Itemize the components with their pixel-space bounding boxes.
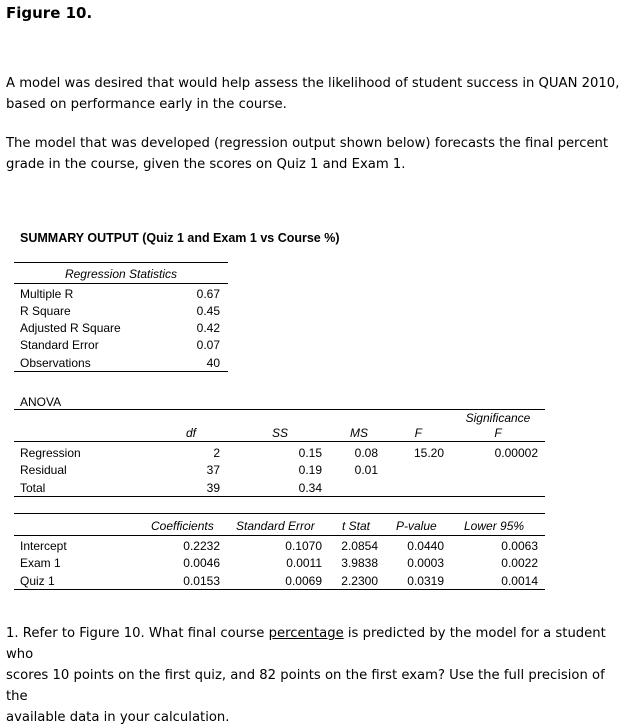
lower95-value: 0.0022 [501,556,538,570]
question-paragraph [6,623,626,728]
coef-top-rule [14,513,545,514]
question-part-1: 1. Refer to Figure 10. What final course [6,626,269,641]
se-value: 0.0069 [285,574,322,588]
anova-sig-header-top: Significance [465,411,531,425]
intro-line-2: based on performance early in the course. [6,97,287,112]
anova-row-label: Total [20,481,46,495]
tstat-value: 2.2300 [341,574,378,588]
reg-stat-value: 0.42 [196,321,220,335]
anova-ss: 0.15 [298,446,322,460]
reg-stats-header-rule [14,283,228,284]
reg-stat-label: Multiple R [20,287,74,301]
anova-title: ANOVA [20,395,62,409]
model-line-1: The model that was developed (regression output shown below) forecasts the final percent [6,136,609,151]
anova-df: 2 [213,446,220,460]
reg-stat-label: Observations [20,356,91,370]
question-underlined-word: percentage [268,626,344,641]
coef-row-label: Intercept [20,539,67,553]
reg-stat-value: 0.45 [196,304,220,318]
intro-line-1: A model was desired that would help assess the likelihood of student success in QUAN 2010, [6,76,620,91]
tstat-value: 3.9838 [341,556,378,570]
anova-ss-header: SS [271,426,288,440]
reg-stat-value: 0.67 [196,287,220,301]
anova-row-label: Residual [20,463,67,477]
question-part-2: is predicted by the model for a student who [6,626,606,662]
reg-stat-value: 0.07 [196,338,220,352]
reg-stat-label: R Square [20,304,71,318]
pvalue-header: P-value [396,519,437,533]
anova-top-rule [14,409,545,410]
lower95-value: 0.0014 [501,574,538,588]
anova-f-header: F [414,426,422,440]
anova-sig-header-bottom: F [494,426,502,440]
pvalue-value: 0.0440 [407,539,444,553]
coef-value: 0.0046 [183,556,220,570]
se-value: 0.0011 [286,556,322,570]
tstat-header: t Stat [342,519,371,533]
reg-stat-label: Adjusted R Square [20,321,121,335]
anova-df-header: df [185,426,196,440]
reg-stat-value: 40 [206,356,220,370]
summary-title: SUMMARY OUTPUT (Quiz 1 and Exam 1 vs Course %) [20,231,340,245]
reg-stats-bottom-rule [14,371,228,372]
anova-ms-header: MS [350,426,368,440]
coef-header: Coefficients [151,519,214,533]
anova-sig: 0.00002 [494,446,538,460]
anova-f: 15.20 [413,446,444,460]
anova-header-rule [14,441,545,442]
question-line-1 [6,623,626,665]
reg-stats-header: Regression Statistics [64,267,178,281]
coef-value: 0.0153 [183,574,220,588]
anova-ss: 0.19 [298,463,322,477]
lower95-value: 0.0063 [501,539,538,553]
tstat-value: 2.0854 [341,539,378,553]
reg-stats-top-rule [14,262,228,263]
se-value: 0.1070 [285,539,322,553]
anova-bottom-rule [14,496,545,497]
anova-ms: 0.08 [354,446,378,460]
reg-stat-label: Standard Error [20,338,99,352]
question-line-2: scores 10 points on the first quiz, and 82 points on the first exam? Use the full precision of the [6,668,605,704]
question-line-3: available data in your calculation. [6,710,230,725]
anova-ss: 0.34 [298,481,322,495]
coef-row-label: Quiz 1 [20,574,55,588]
se-header: Standard Error [236,519,315,533]
pvalue-value: 0.0319 [407,574,444,588]
coef-header-rule [14,535,545,536]
anova-df: 39 [206,481,220,495]
figure-title: Figure 10. [6,4,93,22]
anova-ms: 0.01 [354,463,378,477]
coef-value: 0.2232 [183,539,220,553]
anova-df: 37 [206,463,220,477]
pvalue-value: 0.0003 [407,556,444,570]
coef-bottom-rule [14,589,545,590]
anova-row-label: Regression [20,446,81,460]
lower95-header: Lower 95% [464,519,525,533]
model-line-2: grade in the course, given the scores on Quiz 1 and Exam 1. [6,157,406,172]
coef-row-label: Exam 1 [20,556,61,570]
